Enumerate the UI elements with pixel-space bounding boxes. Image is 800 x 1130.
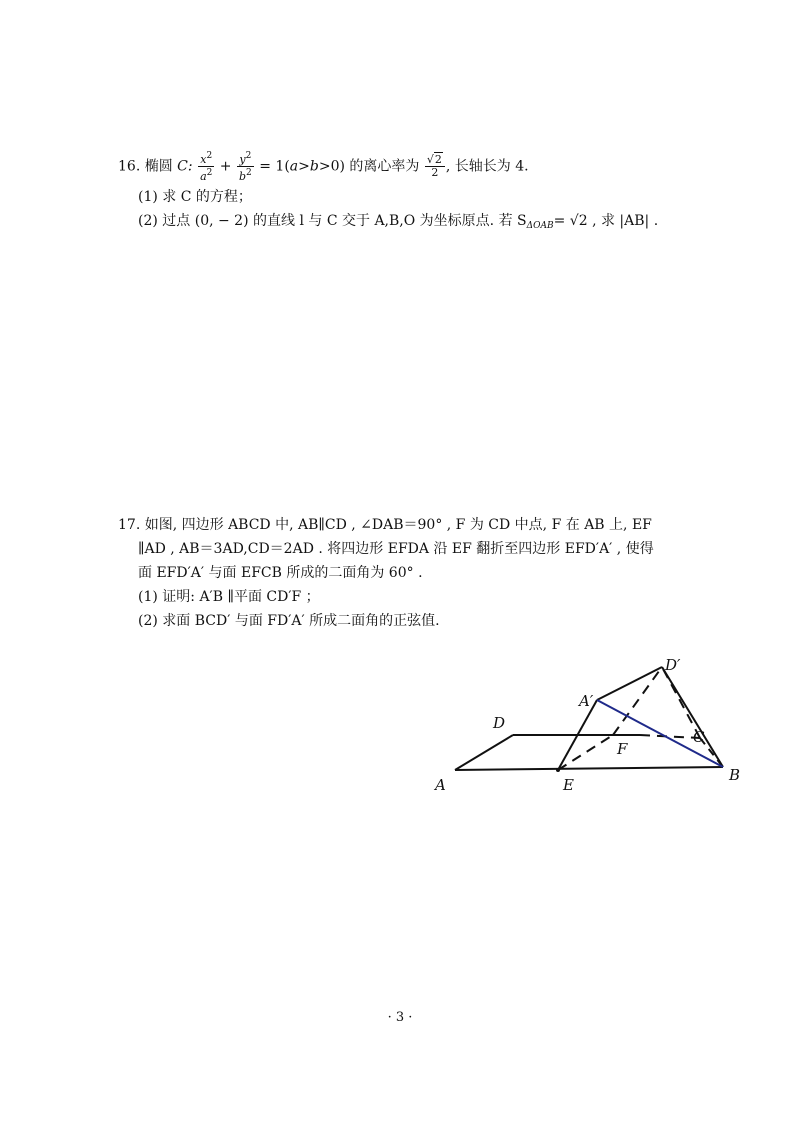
q16-part1: (1) 求 C 的方程； [138,189,252,205]
label-E: E [563,776,574,794]
q17-line2: ∥AD , AB＝3AD,CD＝2AD . 将四边形 EFDA 沿 EF 翻折至四边形 EFD′A′ , 使得 [138,541,654,557]
page-number: · 3 · [387,1010,413,1025]
label-F: F [617,740,628,758]
label-D-prime: D′ [665,656,681,674]
q16-part2-sub: ΔOAB [526,221,554,231]
q16-intro: 椭圆 [144,158,173,175]
label-D: D [493,714,506,732]
q16-part2 [138,212,658,235]
edge-D-prime-B [662,667,723,767]
point-E-dot [556,768,560,772]
label-C: C [693,728,705,746]
q16-curve: C: [177,158,193,175]
label-A-prime: A′ [579,692,594,710]
q17-line1: 17. 如图, 四边形 ABCD 中, AB∥CD , ∠DAB＝90° , F 为 CD 中点, F 在 AB 上, EF [118,517,652,533]
edge-FC-dashed [640,735,700,738]
q16-number: 16. [118,158,141,175]
q17-part1: (1) 证明: A′B ∥平面 CD′F ； [138,589,320,605]
q17-part2: (2) 求面 BCD′ 与面 FD′A′ 所成二面角的正弦值. [138,613,440,629]
fraction-x2-a2: $\frac{x^2}{a^2}$ [200,151,213,183]
label-B: B [729,766,741,784]
edge-AB [455,767,723,770]
label-A: A [435,776,446,794]
edge-A-prime-D-prime [597,667,662,700]
edge-EF-dashed [558,735,613,770]
edge-FD-prime-dashed [613,667,662,735]
q16-major-text: , 长轴长为 4. [445,158,529,175]
q16-part2-tail: = √2 , 求 |AB| . [553,213,659,229]
fraction-sqrt2-2: $\frac{√2}{2}$ [425,154,445,179]
q16-part2-text: (2) 过点 (0, − 2) 的直线 l 与 C 交于 A,B,O 为坐标原点. 若 S [138,213,527,229]
fraction-y2-b2: $\frac{y^2}{b^2}$ [239,151,252,183]
geometry-figure [425,650,765,800]
q16-ecc-text: 的离心率为 [349,158,420,175]
q16-line1: 16. 椭圆 C: $\frac{x^2}{a^2}$ + $\frac{y^2}{b^2}$ = 1(a>b>0) 的离心率为 $\frac{√2}{2}$ , 长轴长为 4. [118,151,529,183]
q17-line3: 面 EFD′A′ 与面 EFCB 所成的二面角为 60° . [138,565,423,581]
edge-AD [455,735,513,770]
